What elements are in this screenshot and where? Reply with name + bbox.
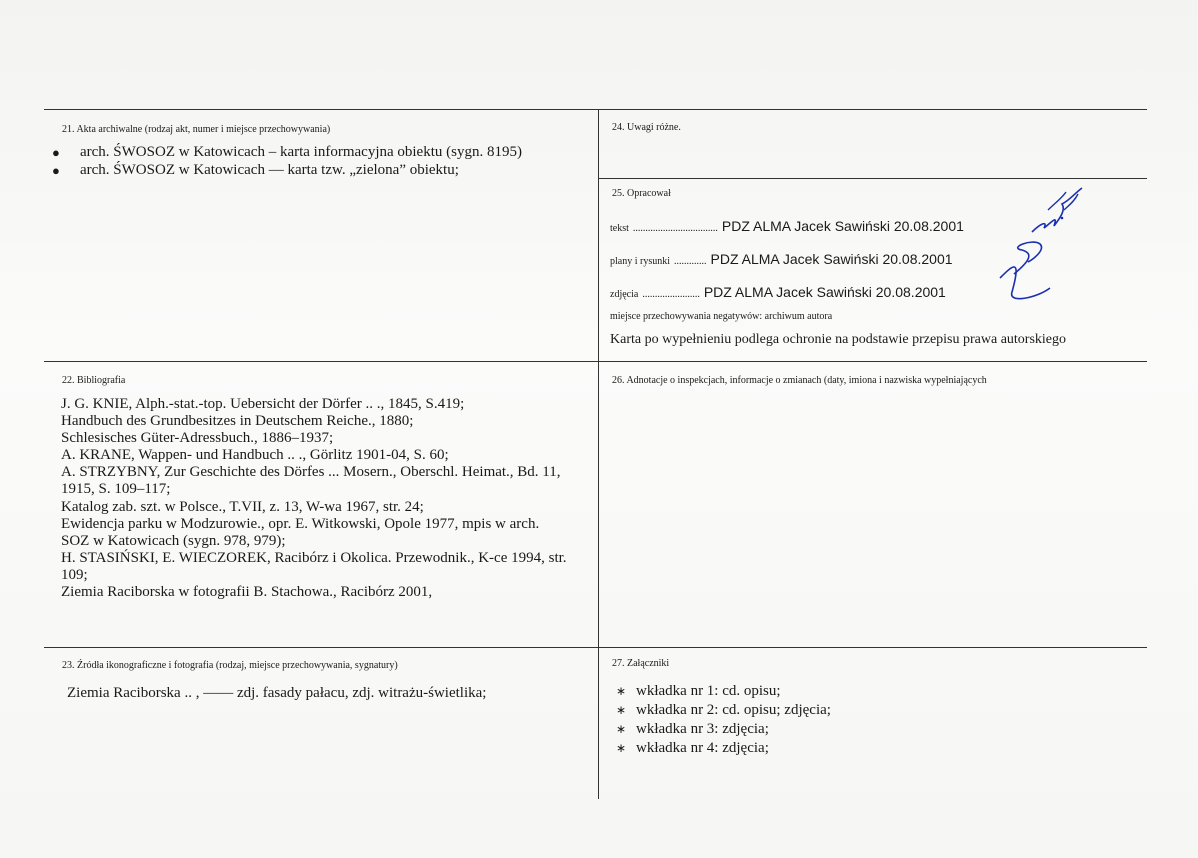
section-22-label: 22. Bibliografia: [62, 375, 126, 386]
bibliography-line: Handbuch des Grundbesitzes in Deutschem Reiche., 1880;: [61, 413, 414, 430]
row-dots: .............: [674, 256, 707, 267]
attachment-item: wkładka nr 2: cd. opisu; zdjęcia;: [636, 702, 831, 718]
row-dots: ..................................: [632, 223, 718, 234]
bibliography-line: Schlesisches Güter-Adressbuch., 1886–1937;: [61, 430, 334, 447]
author-row-text: [610, 218, 964, 236]
attachment-item: wkładka nr 1: cd. opisu;: [636, 683, 781, 699]
author-row-photos: [610, 284, 946, 302]
row-divider-1: [44, 361, 1147, 362]
bibliography-line: A. KRANE, Wappen- und Handbuch .. ., Görlitz 1901-04, S. 60;: [61, 447, 449, 464]
section-26-label: 26. Adnotacje o inspekcjach, informacje o zmianach (daty, imiona i nazwiska wypełniających: [612, 375, 987, 386]
row-label: plany i rysunki: [610, 256, 670, 267]
asterisk-icon: ∗: [616, 741, 627, 755]
section-24-label: 24. Uwagi różne.: [612, 122, 681, 133]
row-value: PDZ ALMA Jacek Sawiński 20.08.2001: [721, 218, 964, 234]
bibliography-line: 109;: [61, 566, 88, 583]
bullet-icon: ●: [52, 163, 60, 178]
section-27-label: 27. Załączniki: [612, 658, 670, 669]
asterisk-icon: ∗: [616, 703, 627, 717]
row-label: tekst: [610, 223, 629, 234]
bibliography-line: J. G. KNIE, Alph.-stat.-top. Uebersicht der Dörfer .. ., 1845, S.419;: [61, 396, 465, 412]
negatives-location: miejsce przechowywania negatywów: archiwum autora: [610, 311, 833, 322]
attachment-item: wkładka nr 4: zdjęcia;: [636, 740, 769, 756]
divider-24-25: [598, 178, 1147, 179]
row-label: zdjęcia: [610, 289, 639, 300]
section-25-label: 25. Opracował: [612, 188, 671, 199]
section-21-item: arch. ŚWOSOZ w Katowicach – karta informacyjna obiektu (sygn. 8195): [80, 144, 522, 160]
bibliography-line: SOZ w Katowicach (sygn. 978, 979);: [61, 532, 286, 549]
author-row-plans: [610, 251, 953, 269]
bibliography-line: 1915, S. 109–117;: [61, 481, 171, 498]
signature-icon: [992, 180, 1092, 310]
section-21-label: 21. Akta archiwalne (rodzaj akt, numer i miejsce przechowywania): [62, 124, 331, 135]
bullet-icon: ●: [52, 145, 60, 160]
section-23-label: 23. Źródła ikonograficzne i fotografia (rodzaj, miejsce przechowywania, sygnatury): [62, 660, 398, 671]
bibliography-line: H. STASIŃSKI, E. WIECZOREK, Racibórz i Okolica. Przewodnik., K-ce 1994, str.: [61, 549, 567, 566]
top-border: [44, 109, 1147, 110]
asterisk-icon: ∗: [616, 722, 627, 736]
attachment-item: wkładka nr 3: zdjęcia;: [636, 721, 769, 737]
bibliography-list: [61, 396, 601, 601]
section-21-item: arch. ŚWOSOZ w Katowicach — karta tzw. „zielona” obiektu;: [80, 162, 459, 178]
bibliography-line: Katalog zab. szt. w Polsce., T.VII, z. 13, W-wa 1967, str. 24;: [61, 498, 424, 515]
row-value: PDZ ALMA Jacek Sawiński 20.08.2001: [703, 284, 946, 300]
row-value: PDZ ALMA Jacek Sawiński 20.08.2001: [710, 251, 953, 267]
bibliography-line: Ziemia Raciborska w fotografii B. Stachowa., Racibórz 2001,: [61, 584, 433, 601]
row-divider-2: [44, 647, 1147, 648]
copyright-note: Karta po wypełnieniu podlega ochronie na podstawie przepisu prawa autorskiego: [610, 332, 1067, 347]
asterisk-icon: ∗: [616, 684, 627, 698]
bibliography-line: Ewidencja parku w Modzurowie., opr. E. Witkowski, Opole 1977, mpis w arch.: [61, 515, 540, 532]
bibliography-line: A. STRZYBNY, Zur Geschichte des Dörfes ... Mosern., Oberschl. Heimat., Bd. 11,: [61, 464, 561, 481]
iconography-sources: Ziemia Raciborska .. , —— zdj. fasady pałacu, zdj. witrażu‑świetlika;: [67, 685, 487, 701]
row-dots: .......................: [642, 289, 700, 300]
